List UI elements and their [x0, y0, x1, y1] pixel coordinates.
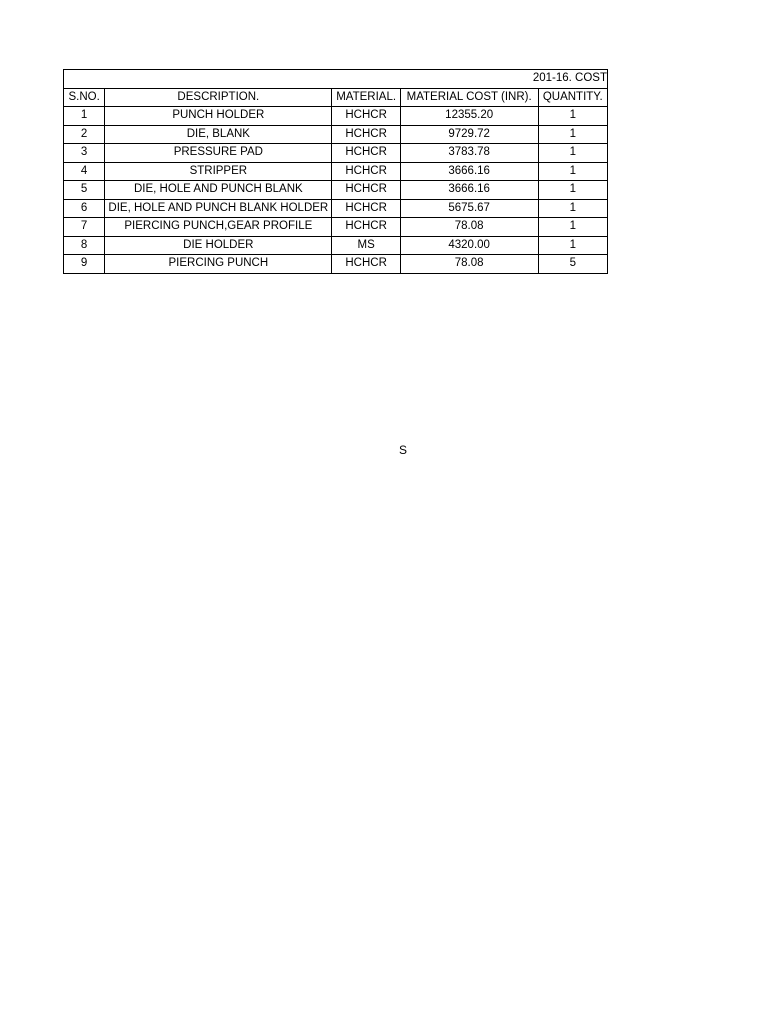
- cell-description: DIE, HOLE AND PUNCH BLANK HOLDER: [105, 199, 332, 218]
- cell-cost: 3783.78: [400, 144, 538, 163]
- cell-description: PIERCING PUNCH,GEAR PROFILE: [105, 218, 332, 237]
- cell-sno: 9: [64, 255, 105, 274]
- cell-description: DIE, HOLE AND PUNCH BLANK: [105, 181, 332, 200]
- cell-description: STRIPPER: [105, 162, 332, 181]
- cell-sno: 5: [64, 181, 105, 200]
- cell-quantity: 1: [538, 125, 607, 144]
- table-row: [64, 218, 608, 237]
- cell-material: HCHCR: [332, 125, 400, 144]
- table-row: [64, 162, 608, 181]
- table-row: [64, 181, 608, 200]
- cell-material: HCHCR: [332, 199, 400, 218]
- header-description: DESCRIPTION.: [105, 88, 332, 107]
- cost-table: [63, 69, 608, 274]
- cell-quantity: 1: [538, 218, 607, 237]
- cell-cost: 12355.20: [400, 107, 538, 126]
- table-row: [64, 199, 608, 218]
- cell-quantity: 1: [538, 236, 607, 255]
- table-row: [64, 125, 608, 144]
- stray-letter: S: [399, 443, 408, 457]
- cell-description: PUNCH HOLDER: [105, 107, 332, 126]
- sheet-title: 201-16. COST: [64, 70, 608, 89]
- cell-cost: 3666.16: [400, 162, 538, 181]
- cell-description: PIERCING PUNCH: [105, 255, 332, 274]
- cell-material: HCHCR: [332, 162, 400, 181]
- cell-cost: 4320.00: [400, 236, 538, 255]
- table-row: [64, 255, 608, 274]
- cell-material: HCHCR: [332, 218, 400, 237]
- cell-material: MS: [332, 236, 400, 255]
- cell-material: HCHCR: [332, 144, 400, 163]
- table-row: [64, 144, 608, 163]
- table-row: [64, 107, 608, 126]
- cost-sheet: [63, 69, 607, 274]
- cell-sno: 2: [64, 125, 105, 144]
- cell-quantity: 1: [538, 181, 607, 200]
- cell-description: DIE, BLANK: [105, 125, 332, 144]
- cell-material: HCHCR: [332, 181, 400, 200]
- cell-sno: 7: [64, 218, 105, 237]
- cell-description: PRESSURE PAD: [105, 144, 332, 163]
- cell-description: DIE HOLDER: [105, 236, 332, 255]
- cell-sno: 3: [64, 144, 105, 163]
- cell-sno: 1: [64, 107, 105, 126]
- cell-material: HCHCR: [332, 255, 400, 274]
- header-quantity: QUANTITY.: [538, 88, 607, 107]
- cell-quantity: 1: [538, 107, 607, 126]
- cell-sno: 6: [64, 199, 105, 218]
- table-row: [64, 236, 608, 255]
- header-cost: MATERIAL COST (INR).: [400, 88, 538, 107]
- header-row: [64, 88, 608, 107]
- title-row: [64, 70, 608, 89]
- cell-quantity: 5: [538, 255, 607, 274]
- cell-material: HCHCR: [332, 107, 400, 126]
- cell-quantity: 1: [538, 199, 607, 218]
- cell-quantity: 1: [538, 162, 607, 181]
- cell-cost: 78.08: [400, 255, 538, 274]
- cell-sno: 4: [64, 162, 105, 181]
- cell-cost: 5675.67: [400, 199, 538, 218]
- cell-quantity: 1: [538, 144, 607, 163]
- cell-cost: 9729.72: [400, 125, 538, 144]
- header-material: MATERIAL.: [332, 88, 400, 107]
- cell-cost: 3666.16: [400, 181, 538, 200]
- header-sno: S.NO.: [64, 88, 105, 107]
- cell-sno: 8: [64, 236, 105, 255]
- cell-cost: 78.08: [400, 218, 538, 237]
